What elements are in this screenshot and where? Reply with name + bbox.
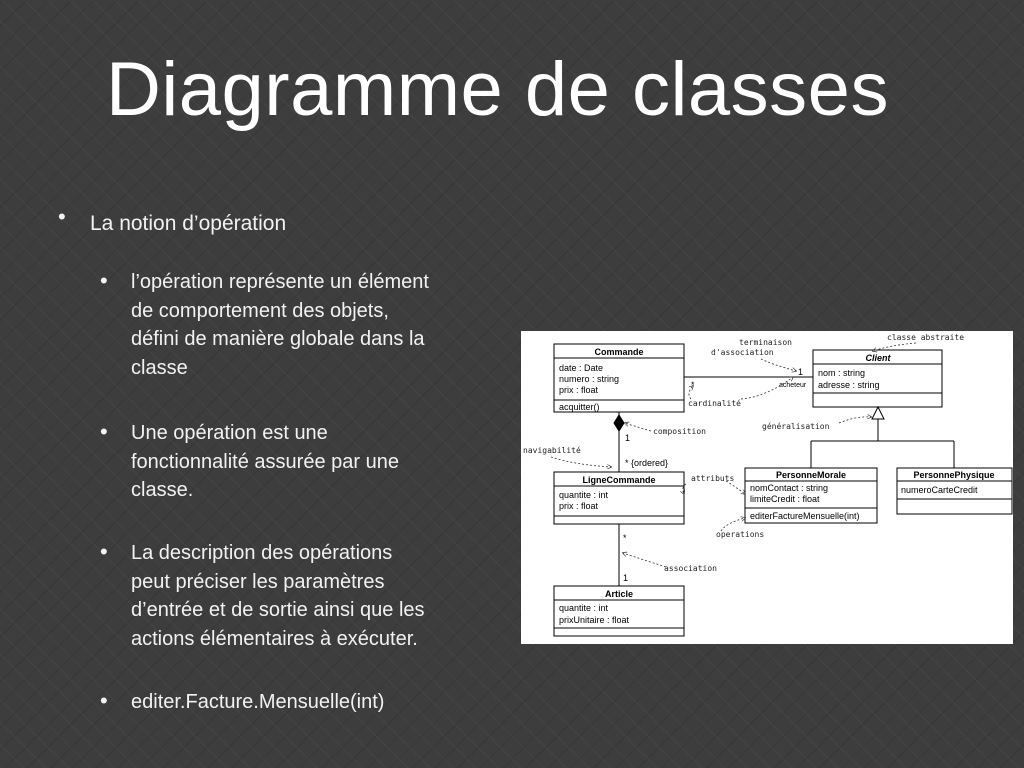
svg-text:prix : float: prix : float	[559, 501, 599, 511]
svg-text:association: association	[664, 564, 717, 573]
svg-text:*: *	[623, 533, 627, 543]
svg-text:PersonnePhysique: PersonnePhysique	[913, 470, 995, 480]
class-lignecommande	[554, 472, 684, 524]
svg-text:adresse : string: adresse : string	[818, 380, 880, 390]
annotation-navigabilite	[523, 445, 611, 467]
annotation-attributs	[683, 474, 745, 494]
bullet-text: La notion d’opération	[90, 212, 287, 235]
svg-text:prix : float: prix : float	[559, 385, 599, 395]
class-personnephysique	[897, 468, 1012, 514]
composition-commande-ligne	[614, 412, 668, 472]
svg-text:acheteur: acheteur	[779, 382, 807, 389]
svg-text:quantite : int: quantite : int	[559, 490, 609, 500]
svg-text:acquitter(): acquitter()	[559, 402, 600, 412]
annotation-composition	[625, 423, 706, 436]
svg-text:Commande: Commande	[594, 347, 644, 357]
svg-text:Article: Article	[604, 589, 634, 599]
bullet-dot: •	[100, 268, 108, 293]
svg-text:généralisation: généralisation	[762, 422, 830, 431]
class-personnemorale	[745, 468, 877, 523]
svg-text:1: 1	[623, 573, 629, 583]
svg-text:terminaison: terminaison	[739, 338, 792, 347]
svg-text:date : Date: date : Date	[559, 363, 604, 373]
svg-text:nom : string: nom : string	[818, 368, 866, 378]
association-commande-client	[684, 367, 813, 390]
svg-text:*: *	[691, 380, 695, 390]
uml-class-diagram	[521, 331, 1013, 644]
class-commande	[554, 344, 684, 412]
svg-text:numero : string: numero : string	[559, 374, 620, 384]
bullet-dot: •	[58, 204, 66, 229]
svg-text:quantite : int: quantite : int	[559, 603, 609, 613]
svg-text:Client: Client	[865, 353, 891, 363]
svg-text:prixUnitaire : float: prixUnitaire : float	[559, 615, 630, 625]
svg-text:nomContact : string: nomContact : string	[750, 483, 829, 493]
generalisation-client	[811, 407, 954, 468]
svg-text:1: 1	[625, 433, 631, 443]
svg-text:* {ordered}: * {ordered}	[625, 458, 669, 468]
class-article	[554, 586, 684, 636]
class-client	[813, 350, 942, 407]
svg-text:1: 1	[798, 367, 804, 377]
svg-text:classe abstraite: classe abstraite	[887, 333, 965, 342]
annotation-association	[623, 553, 717, 573]
svg-text:composition: composition	[653, 427, 706, 436]
annotation-generalisation	[762, 417, 871, 431]
bullet-text: Une opération est une fonctionnalité assurée par une classe.	[131, 422, 399, 501]
svg-text:d'association: d'association	[711, 348, 774, 357]
slide-title: Diagramme de classes	[106, 47, 889, 132]
bullet-dot: •	[100, 419, 108, 444]
bullet-text: l’opération représente un élément de comportement des objets, défini de manière globale dans la classe	[131, 271, 429, 379]
svg-text:editerFactureMensuelle(int): editerFactureMensuelle(int)	[750, 511, 860, 521]
annotation-cardinalite	[688, 377, 793, 408]
svg-text:PersonneMorale: PersonneMorale	[775, 470, 847, 480]
association-ligne-article	[619, 524, 628, 586]
annotation-terminaison	[711, 338, 796, 371]
bullet-text: editer.Facture.Mensuelle(int)	[131, 691, 385, 713]
bullet-dot: •	[100, 688, 108, 713]
svg-text:cardinalité: cardinalité	[688, 399, 741, 408]
svg-text:LigneCommande: LigneCommande	[582, 475, 656, 485]
bullet-text: La description des opérations peut préciser les paramètres d’entrée et de sortie ainsi que les actions élémentaires à exécuter.	[131, 542, 425, 650]
svg-text:limiteCredit : float: limiteCredit : float	[750, 494, 820, 504]
annotation-classe-abstraite	[873, 333, 964, 351]
svg-text:numeroCarteCredit: numeroCarteCredit	[901, 485, 978, 495]
uml-diagram-svg	[521, 331, 1013, 644]
svg-text:attributs: attributs	[691, 474, 735, 483]
svg-text:operations: operations	[716, 530, 765, 539]
svg-text:navigabilité: navigabilité	[523, 446, 581, 455]
bullet-dot: •	[100, 539, 108, 564]
